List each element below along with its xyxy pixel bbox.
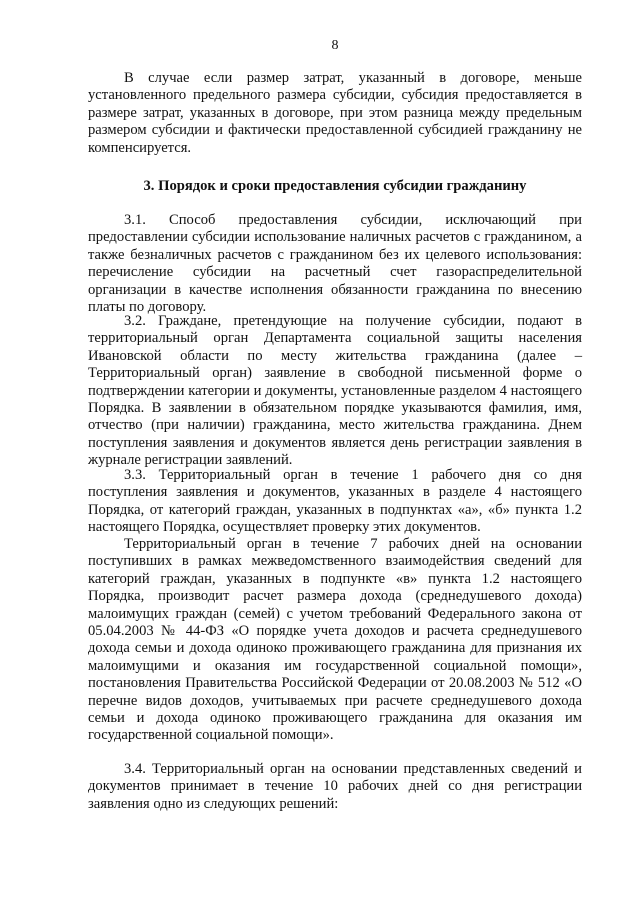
paragraph-3-1: 3.1. Способ предоставления субсидии, исключающий при предоставлении субсидии использование наличных расчетов с гражданином, а также безналичных расчетов с гражданином без их целевого использования: перечисление субсидии на расчетный счет газораспределительной организации в качестве исполнения обязанности гражданина по внесению платы по договору. [88, 212, 582, 316]
section-title: 3. Порядок и сроки предоставления субсидии гражданину [143, 178, 527, 194]
document-page [88, 0, 582, 905]
paragraph-income-calculation: Территориальный орган в течение 7 рабочих дней на основании поступивших в рамках межведомственного взаимодействия сведений для категорий граждан, указанных в подпункте «в» пункта 1.2 настоящего Порядка, производит расчет размера дохода (среднедушевого дохода) малоимущих граждан (семей) с учетом требований Федерального закона от 05.04.2003 № 44-ФЗ «О порядке учета доходов и расчета среднедушевого дохода семьи и дохода одиноко проживающего гражданина для признания их малоимущими и оказания им государственной социальной помощи», постановления Правительства Российской Федерации от 20.08.2003 № 512 «О перечне видов доходов, учитываемых при расчете среднедушевого дохода семьи и дохода одиноко проживающего гражданина для оказания им государственной социальной помощи». [88, 536, 582, 744]
page-number: 8 [331, 38, 339, 53]
paragraph-3-4: 3.4. Территориальный орган на основании представленных сведений и документов принимает в течение 10 рабочих дней со дня регистрации заявления одно из следующих решений: [88, 761, 582, 812]
paragraph-subsidy-cost-difference: В случае если размер затрат, указанный в договоре, меньше установленного предельного размера субсидии, субсидия предоставляется в размере затрат, указанных в договоре, при этом разница между предельным размером субсидии и фактически предоставленной субсидией гражданину не компенсируется. [88, 70, 582, 156]
paragraph-3-2: 3.2. Граждане, претендующие на получение субсидии, подают в территориальный орган Департамента социальной защиты населения Ивановской области по месту жительства гражданина (далее – Территориальный орган) заявление в свободной письменной форме о подтверждении категории и документы, установленные разделом 4 настоящего Порядка. В заявлении в обязательном порядке указываются фамилия, имя, отчество (при наличии) гражданина, место жительства гражданина. Днем поступления заявления и документов является день регистрации заявления в журнале регистрации заявлений. [88, 313, 582, 469]
paragraph-3-3: 3.3. Территориальный орган в течение 1 рабочего дня со дня поступления заявления и документов, указанных в разделе 4 настоящего Порядка, от категорий граждан, указанных в подпунктах «а», «б» пункта 1.2 настоящего Порядка, осуществляет проверку этих документов. [88, 467, 582, 536]
